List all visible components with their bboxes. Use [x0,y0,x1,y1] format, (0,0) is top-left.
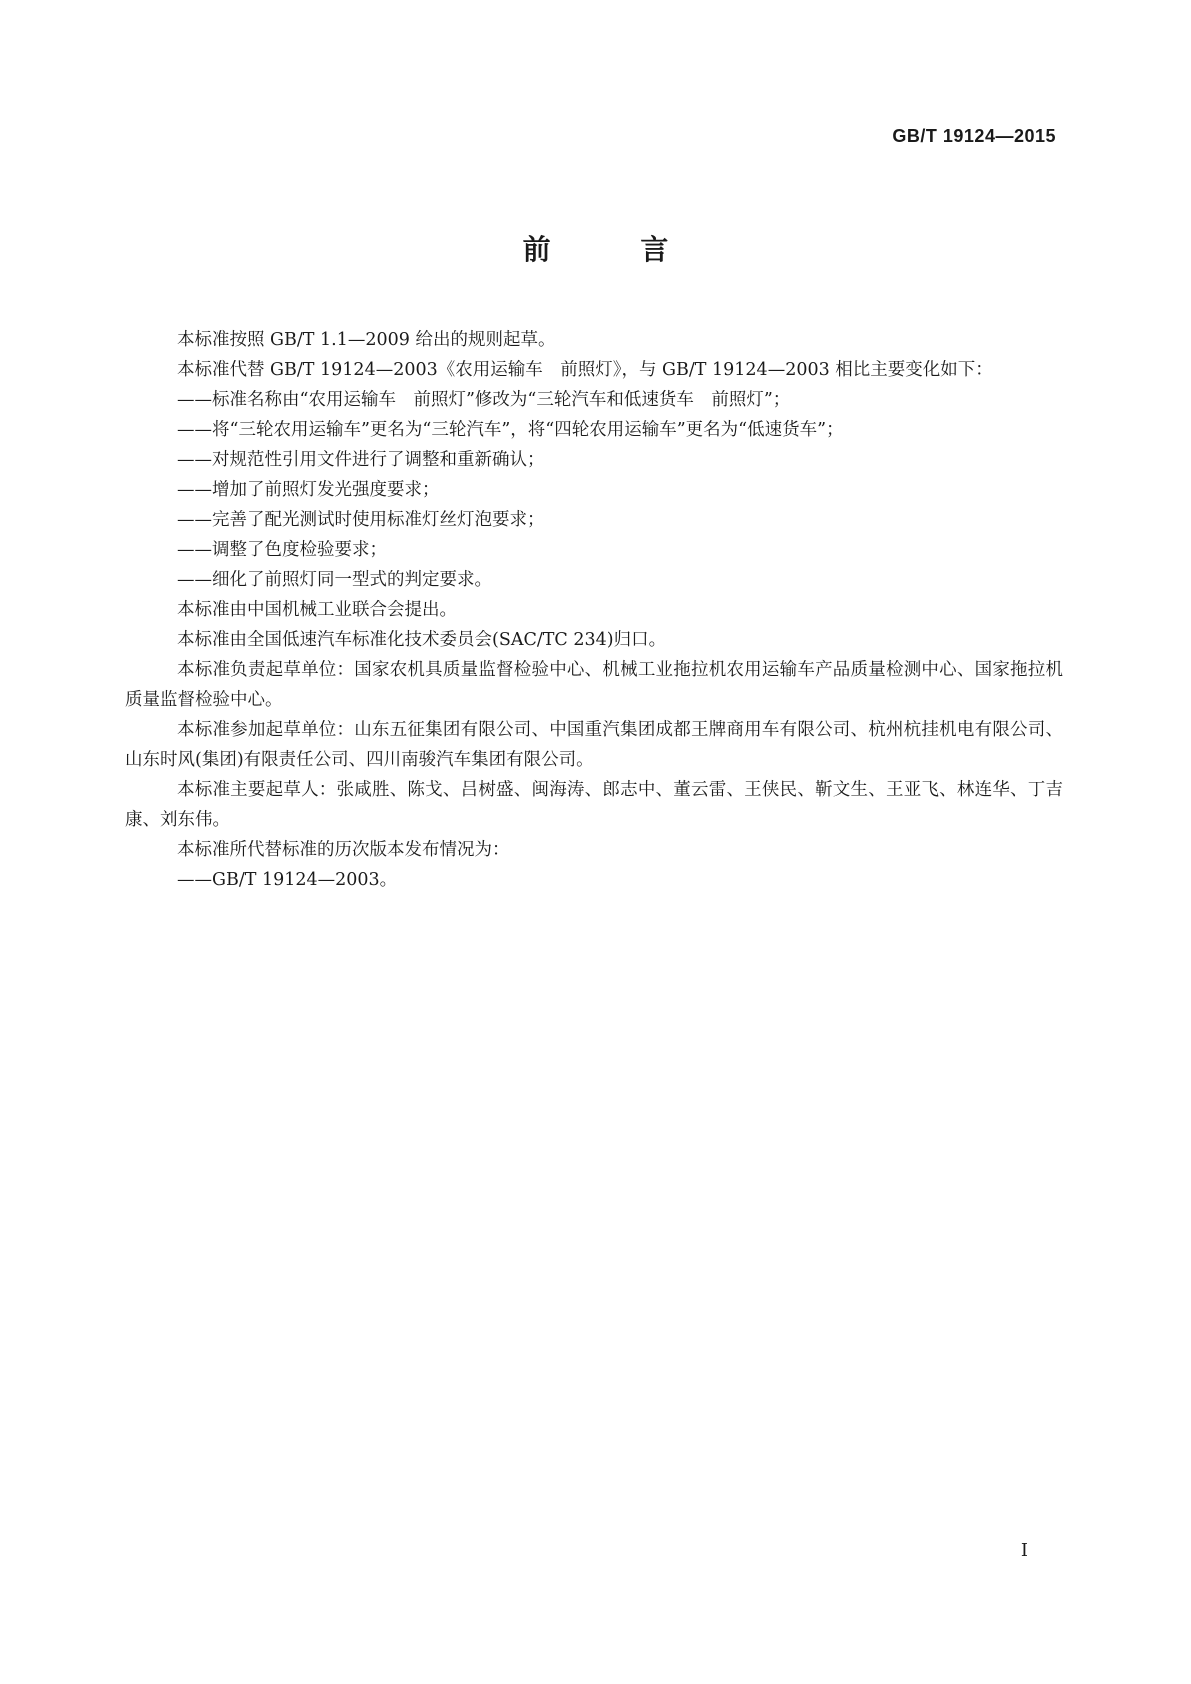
standard-code: GB/T 19124—2015 [892,126,1056,146]
paragraph: 本标准主要起草人：张咸胜、陈戈、吕树盛、闽海涛、郎志中、董云雷、王侠民、靳文生、王亚飞、林连华、丁吉康、刘东伟。 [125,780,1063,830]
list-item: ——将“三轮农用运输车”更名为“三轮汽车”，将“四轮农用运输车”更名为“低速货车”； [177,420,844,440]
list-item: ——细化了前照灯同一型式的判定要求。 [177,570,492,590]
paragraph: 本标准负责起草单位：国家农机具质量监督检验中心、机械工业拖拉机农用运输车产品质量检测中心、国家拖拉机质量监督检验中心。 [125,660,1063,710]
page-title: 前 言 [522,233,709,266]
list-item: ——对规范性引用文件进行了调整和重新确认； [177,450,545,470]
foreword-body [125,325,1063,895]
list-item: ——增加了前照灯发光强度要求； [177,480,440,500]
paragraph: 本标准代替 GB/T 19124—2003《农用运输车 前照灯》，与 GB/T 19124—2003 相比主要变化如下： [177,360,993,380]
page-number: I [1020,1540,1028,1561]
paragraph: 本标准所代替标准的历次版本发布情况为： [177,840,510,860]
paragraph: 本标准由中国机械工业联合会提出。 [177,600,457,620]
list-item: ——GB/T 19124—2003。 [177,870,398,890]
paragraph: 本标准按照 GB/T 1.1—2009 给出的规则起草。 [177,330,556,350]
paragraph: 本标准由全国低速汽车标准化技术委员会(SAC/TC 234)归口。 [177,630,667,650]
list-item: ——调整了色度检验要求； [177,540,387,560]
paragraph: 本标准参加起草单位：山东五征集团有限公司、中国重汽集团成都王牌商用车有限公司、杭州杭挂机电有限公司、山东时风(集团)有限责任公司、四川南骏汽车集团有限公司。 [125,720,1063,770]
list-item: ——完善了配光测试时使用标准灯丝灯泡要求； [177,510,545,530]
list-item: ——标准名称由“农用运输车 前照灯”修改为“三轮汽车和低速货车 前照灯”； [177,390,791,410]
